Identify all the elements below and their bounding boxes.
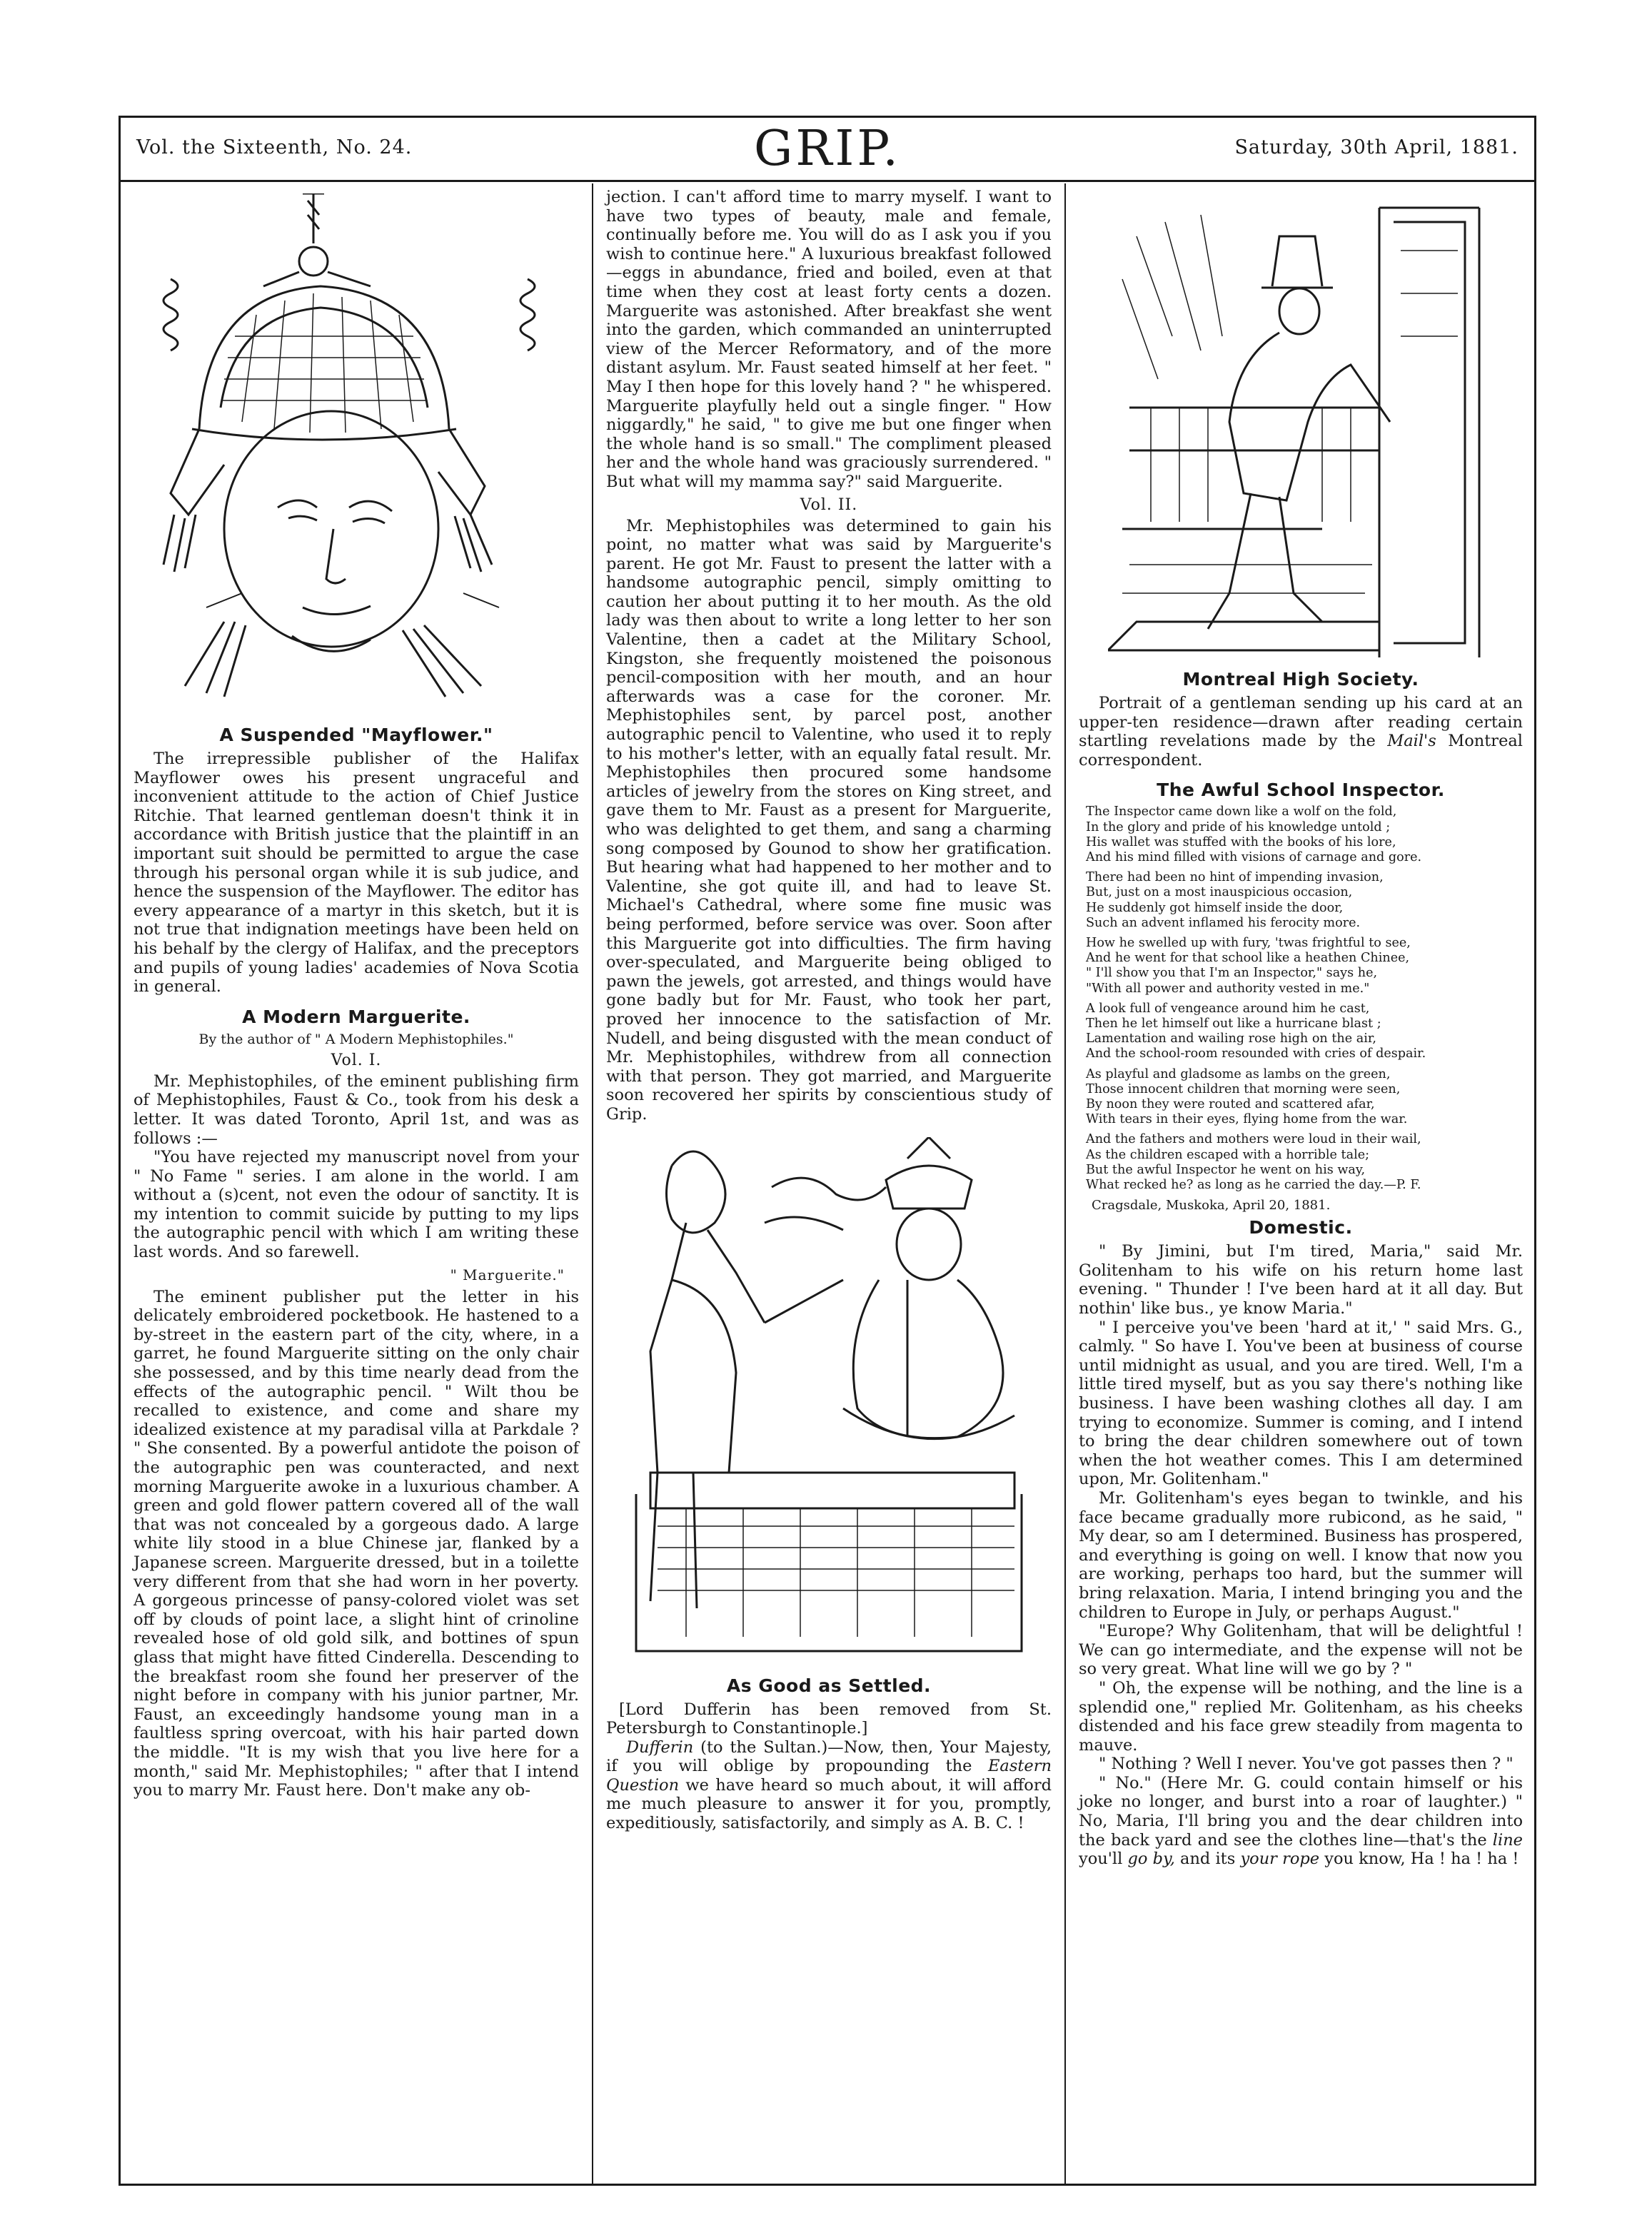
newspaper-title: GRIP. bbox=[754, 121, 901, 177]
masthead bbox=[121, 118, 1534, 182]
marguerite-paragraph-3: The eminent publisher put the letter in his delicately embroidered pocketbook. He hastened to a by-street in the eastern part of the city, where, in a garret, he found Marguerite sitting on the only chair she possessed, and by this time nearly dead from the effects of the autographic pencil. " Wilt thou be recalled to existence, and come and share my idealized existence at my paradisal villa at Parkdale ? " She consented. By a powerful antidote the poison of the autographic pen was counteracted, and next morning Marguerite awoke in a luxurious chamber. A green and gold flower pattern covered all of the wall that was not concealed by a gorgeous dado. A large white lily stood in a blue Chinese jar, flanked by a Japanese screen. Marguerite dressed, but in a toilette very different from that she had worn in her poverty. A gorgeous princesse of pansy-colored violet was set off by clouds of point lace, a slight hint of crinoline revealed hose of old gold silk, and bottines of spun glass that might have fitted Cinderella. Descending to the breakfast room she found her preserver of the night before in company with his junior partner, Mr. Faust, an exceedingly handsome young man in a faultless spring overcoat, with his hair parted down the middle. "It is my wish that you live here for a month," said Mr. Mephistophiles; " after that I intend you to marry Mr. Faust here. Don't make any ob- bbox=[134, 1287, 579, 1800]
marguerite-volume-two: Mr. Mephistophiles was determined to gain his point, no matter what was said by Marguerite's parent. He got Mr. Faust to present the latter with a handsome autographic pencil, simply omitting to caution her about putting it to her mouth. As the old lady was then about to write a long letter to her son Valentine, then a cadet at the Military School, Kingston, she frequently moistened the poisonous pencil-composition with her mouth, and an hour afterwards was a case for the coroner. Mr. Mephistophiles sent, by parcel post, another autographic pencil to Valentine, who used it to reply to his mother's letter, with an equally fatal result. Mr. Mephistophiles then procured some handsome articles of jewelry from the stores on King street, and gave them to Mr. Faust as a present for Marguerite, who was delighted to get them, and sang a charming song composed by Gounod to show her gratification. But hearing what had happened to her mother and to Valentine, she got quite ill, and had to leave St. Michael's Cathedral, where some fine music was being performed, before service was over. Soon after this Marguerite got into difficulties. The firm having over-speculated, and Marguerite being obliged to pawn the jewels, got arrested, and things would have gone badly but for Mr. Faust, who took her part, proved her innocence to the satisfaction of Mr. Nudell, and being disgusted with the mean conduct of Mr. Mephistophiles, withdrew from all connection with that person. They got married, and Marguerite soon recovered her spirits by conscientious study of Grip. bbox=[606, 516, 1052, 1124]
volume-one-heading: Vol. I. bbox=[331, 1051, 382, 1069]
poem-stanza: A look full of vengeance around him he cast, Then he let himself out like a hurricane blast ; Lamentation and wailing rose high on the air, And the school-room resounded with cries of despair. bbox=[1086, 1001, 1426, 1061]
domestic-paragraph-3: Mr. Golitenham's eyes began to twinkle, and his face became gradually more rubicond, as he said, " My dear, so am I determined. Business has prospered, and everything is going on well. I know that now you are working, perhaps too hard, but the summer will bring relaxation. Maria, I intend bringing you and the children to Europe in July, or perhaps August." bbox=[1079, 1488, 1523, 1622]
school-inspector-poem bbox=[1086, 804, 1523, 1193]
montreal-high-society-cartoon bbox=[1108, 193, 1494, 665]
montreal-high-society-title: Montreal High Society. bbox=[1182, 669, 1419, 690]
as-good-as-settled-dialogue: Dufferin (to the Sultan.)—Now, then, Your Majesty, if you will oblige by propounding the Eastern Question we have heard so much about, it will afford me much pleasure to answer it for you, promptly, expeditiously, satisfactorily, and simply as A. B. C. ! bbox=[606, 1737, 1052, 1833]
marguerite-continued: jection. I can't afford time to marry myself. I want to have two types of beauty, male and female, continually before me. You will do as I ask you if you wish to continue here." A luxurious breakfast followed—eggs in abundance, fried and boiled, even at that time when they cost at least forty cents a dozen. Marguerite was astonished. After breakfast she went into the garden, which commanded an uninterrupted view of the Mercer Reformatory, and of the more distant asylum. Mr. Faust seated himself at her feet. " May I then hope for this lovely hand ? " he whispered. Marguerite playfully held out a single finger. " How niggardly," he said, " to give me but one finger when the whole hand is so small." The compliment pleased her and the whole hand was graciously surrendered. " But what will my mamma say?" said Marguerite. bbox=[606, 188, 1052, 491]
dialogue-speaker: Dufferin bbox=[626, 1737, 694, 1757]
volume-number: Vol. the Sixteenth, No. 24. bbox=[136, 136, 413, 158]
modern-marguerite-byline: By the author of " A Modern Mephistophiles." bbox=[198, 1031, 514, 1047]
domestic-paragraph-5: " Oh, the expense will be nothing, and the line is a splendid one," replied Mr. Golitenham, as his cheeks distended and his face grew steadily from magenta to mauve. bbox=[1079, 1678, 1523, 1755]
as-good-as-settled-cartoon bbox=[629, 1137, 1029, 1665]
poem-stanza: The Inspector came down like a wolf on the fold, In the glory and pride of his knowledge untold ; His wallet was stuffed with the books of his lore, And his mind filled with visions of carnage and gore. bbox=[1086, 804, 1422, 864]
domestic-title: Domestic. bbox=[1249, 1217, 1353, 1238]
as-good-as-settled-title: As Good as Settled. bbox=[726, 1675, 932, 1696]
issue-date: Saturday, 30th April, 1881. bbox=[1234, 136, 1518, 158]
domestic-paragraph-1: " By Jimini, but I'm tired, Maria," said Mr. Golitenham to his wife on his return home last evening. " Thunder ! I've been hard at it all day. But nothin' like bus., ye know Maria." bbox=[1079, 1242, 1523, 1318]
as-good-as-settled-note: [Lord Dufferin has been removed from St. Petersburgh to Constantinople.] bbox=[606, 1700, 1052, 1738]
poem-dateline: Cragsdale, Muskoka, April 20, 1881. bbox=[1092, 1198, 1331, 1214]
poem-stanza: And the fathers and mothers were loud in their wail, As the children escaped with a horrible tale; But the awful Inspector he went on his way, What recked he? as long as he carried the day.—P. F. bbox=[1086, 1132, 1421, 1193]
montreal-high-society-text: Portrait of a gentleman sending up his card at an upper-ten residence—drawn after reading certain startling revelations made by the Mail's Montreal correspondent. bbox=[1079, 694, 1523, 770]
letter-signature: " Marguerite." bbox=[450, 1266, 565, 1283]
modern-marguerite-title: A Modern Marguerite. bbox=[242, 1006, 470, 1027]
poem-stanza: There had been no hint of impending invasion, But, just on a most inauspicious occasion, He suddenly got himself inside the door, Such an advent inflamed his ferocity more. bbox=[1086, 870, 1384, 930]
school-inspector-title: The Awful School Inspector. bbox=[1157, 780, 1445, 801]
domestic-paragraph-7: " No." (Here Mr. G. could contain himself or his joke no longer, and burst into a roar of laughter.) " No, Maria, I'll bring you and the dear children into the back yard and see the clothes line—that's the line you'll go by, and its your rope you know, Ha ! ha ! ha ! bbox=[1079, 1773, 1523, 1869]
column-1 bbox=[121, 183, 593, 2184]
domestic-paragraph-4: "Europe? Why Golitenham, that will be delightful ! We can go intermediate, and the expense will not be so very great. What line will we go by ? " bbox=[1079, 1622, 1523, 1679]
suspended-mayflower-cartoon bbox=[156, 193, 556, 715]
poem-stanza: As playful and gladsome as lambs on the green, Those innocent children that morning were seen, By noon they were routed and scattered afar, With tears in their eyes, flying home from the war. bbox=[1086, 1066, 1408, 1127]
domestic-paragraph-2: " I perceive you've been 'hard at it,' " said Mrs. G., calmly. " So have I. You've been at business of course until midnight as usual, and you are tired. Well, I'm a little tired myself, but as you say there's nothing like business. I have been washing clothes all day. I am trying to economize. Summer is coming, and I intend to bring the dear children somewhere out of town when the hot weather comes. This I am determined upon, Mr. Golitenham." bbox=[1079, 1318, 1523, 1489]
marguerite-paragraph-1: Mr. Mephistophiles, of the eminent publishing firm of Mephistophiles, Faust & Co., took from his desk a letter. It was dated Toronto, April 1st, and was as follows :— bbox=[134, 1071, 579, 1148]
suspended-mayflower-title: A Suspended "Mayflower." bbox=[219, 725, 493, 745]
suspended-mayflower-text: The irrepressible publisher of the Halifax Mayflower owes his present ungraceful and inconvenient attitude to the action of Chief Justice Ritchie. That learned gentleman doesn't think it in accordance with British justice that the plaintiff in an important suit should be permitted to argue the case through his personal organ while it is sub judice, and hence the suspension of the Mayflower. The editor has every appearance of a martyr in this sketch, but it is not true that indignation meetings have been held on his behalf by the clergy of Halifax, and the preceptors and pupils of young ladies' academies of Nova Scotia in general. bbox=[134, 750, 579, 997]
column-2 bbox=[593, 183, 1066, 2184]
column-3 bbox=[1066, 183, 1536, 2184]
newspaper-page bbox=[119, 116, 1536, 2186]
domestic-paragraph-6: " Nothing ? Well I never. You've got passes then ? " bbox=[1099, 1755, 1514, 1774]
volume-two-heading: Vol. II. bbox=[800, 495, 858, 514]
marguerite-letter: "You have rejected my manuscript novel from your " No Fame " series. I am alone in the world. I am without a (s)cent, not even the odour of sanctity. It is my intention to commit suicide by putting to my lips the autographic pencil with which I am writing these last words. And so farewell. bbox=[134, 1148, 579, 1262]
poem-stanza: How he swelled up with fury, 'twas frightful to see, And he went for that school like a heathen Chinee, " I'll show you that I'm an Inspector," says he, "With all power and authority vested in me." bbox=[1086, 936, 1411, 996]
